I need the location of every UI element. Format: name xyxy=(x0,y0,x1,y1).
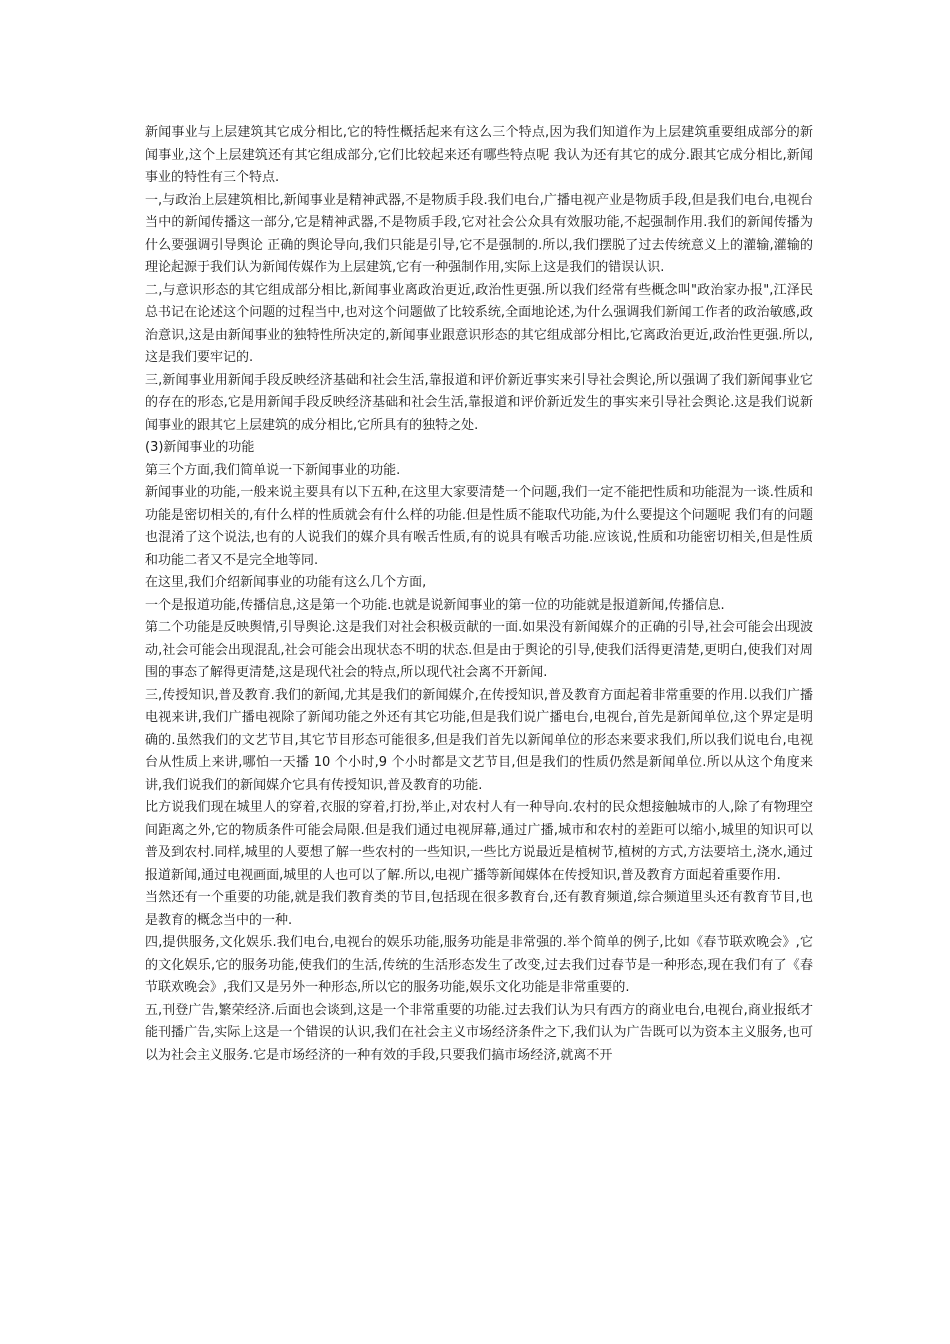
paragraph-function-two: 第二个功能是反映舆情,引导舆论.这是我们对社会积极贡献的一面.如果没有新闻媒介的正确的引导,社会可能会出现波动,社会可能会出现混乱,社会可能会出现状态不明的状态.但是由于舆论的引导,使我们活得更清楚,更明白,使我们对周围的事态了解得更清楚,这是现代社会的特点,所以现代社会离不开新闻. xyxy=(145,620,813,680)
paragraph-functions-overview: 新闻事业的功能,一般来说主要具有以下五种,在这里大家要清楚一个问题,我们一定不能把性质和功能混为一谈.性质和功能是密切相关的,有什么样的性质就会有什么样的功能.但是性质不能取代功能,为什么要提这个问题呢 我们有的问题也混淆了这个说法,也有的人说我们的媒介具有喉舌性质,有的说具有喉舌功能.应该说,性质和功能密切相关,但是性质和功能二者又不是完全地等同. xyxy=(145,485,813,568)
paragraph-function-four: 四,提供服务,文化娱乐.我们电台,电视台的娱乐功能,服务功能是非常强的.举个简单的例子,比如《春节联欢晚会》,它的文化娱乐,它的服务功能,使我们的生活,传统的生活形态发生了改变,过去我们过春节是一种形态,现在我们有了《春节联欢晚会》,我们又是另外一种形态,所以它的服务功能,娱乐文化功能是非常重要的. xyxy=(145,935,813,995)
paragraph-function-three: 三,传授知识,普及教育.我们的新闻,尤其是我们的新闻媒介,在传授知识,普及教育方面起着非常重要的作用.以我们广播电视来讲,我们广播电视除了新闻功能之外还有其它功能,但是我们说广播电台,电视台,首先是新闻单位,这个界定是明确的.虽然我们的文艺节目,其它节目形态可能很多,但是我们首先以新闻单位的形态来要求我们,所以我们说电台,电视台从性质上来讲,哪怕一天播 10 个小时,9 个小时都是文艺节目,但是我们的性质仍然是新闻单位.所以从这个角度来讲,我们说我们的新闻媒介它具有传授知识,普及教育的功能. xyxy=(145,687,813,793)
section-heading-functions: (3)新闻事业的功能 xyxy=(145,440,255,455)
paragraph-function-three-education: 当然还有一个重要的功能,就是我们教育类的节目,包括现在很多教育台,还有教育频道,综合频道里头还有教育节目,也是教育的概念当中的一种. xyxy=(145,890,813,928)
paragraph-point-three: 三,新闻事业用新闻手段反映经济基础和社会生活,靠报道和评价新近事实来引导社会舆论,所以强调了我们新闻事业它的存在的形态,它是用新闻手段反映经济基础和社会生活,靠报道和评价新近发生的事实来引导社会舆论.这是我们说新闻事业的跟其它上层建筑的成分相比,它所具有的独特之处. xyxy=(145,372,813,433)
paragraph-point-one: 一,与政治上层建筑相比,新闻事业是精神武器,不是物质手段.我们电台,广播电视产业是物质手段,但是我们电台,电视台当中的新闻传播这一部分,它是精神武器,不是物质手段,它对社会公众具有效服功能,不起强制作用.我们的新闻传播为什么要强调引导舆论 正确的舆论导向,我们只能是引导,它不是强制的.所以,我们摆脱了过去传统意义上的灌输,灌输的理论起源于我们认为新闻传媒作为上层建筑,它有一种强制作用,实际上这是我们的错误认识. xyxy=(145,192,813,275)
paragraph-function-three-example: 比方说我们现在城里人的穿着,衣服的穿着,打扮,举止,对农村人有一种导向.农村的民众想接触城市的人,除了有物理空间距离之外,它的物质条件可能会局限.但是我们通过电视屏幕,通过广播,城市和农村的差距可以缩小,城里的知识可以普及到农村.同样,城里的人要想了解一些农村的一些知识,一些比方说最近是植树节,植树的方式,方法要培土,浇水,通过报道新闻,通过电视画面,城里的人也可以了解.所以,电视广播等新闻媒体在传授知识,普及教育方面起着重要作用. xyxy=(145,800,813,883)
paragraph-point-two: 二,与意识形态的其它组成部分相比,新闻事业离政治更近,政治性更强.所以我们经常有些概念叫"政治家办报",江泽民总书记在论述这个问题的过程当中,也对这个问题做了比较系统,全面地论述,为什么强调我们新闻工作者的政治敏感,政治意识,这是由新闻事业的独特性所决定的,新闻事业跟意识形态的其它组成部分相比,它离政治更近,政治性更强.所以,这是我们要牢记的. xyxy=(145,282,813,365)
paragraph-functions-intro: 第三个方面,我们简单说一下新闻事业的功能. xyxy=(145,462,401,478)
paragraph-functions-list-intro: 在这里,我们介绍新闻事业的功能有这么几个方面, xyxy=(145,575,427,590)
paragraph-function-one: 一个是报道功能,传播信息,这是第一个功能.也就是说新闻事业的第一位的功能就是报道新闻,传播信息. xyxy=(145,597,725,613)
document-page xyxy=(145,122,813,1067)
paragraph-function-five: 五,刊登广告,繁荣经济.后面也会谈到,这是一个非常重要的功能.过去我们认为只有西方的商业电台,电视台,商业报纸才能刊播广告,实际上这是一个错误的认识,我们在社会主义市场经济条件之下,我们认为广告既可以为资本主义服务,也可以为社会主义服务.它是市场经济的一种有效的手段,只要我们搞市场经济,就离不开 xyxy=(145,1002,813,1063)
paragraph-intro: 新闻事业与上层建筑其它成分相比,它的特性概括起来有这么三个特点,因为我们知道作为上层建筑重要组成部分的新闻事业,这个上层建筑还有其它组成部分,它们比较起来还有哪些特点呢 我认为还有其它的成分.跟其它成分相比,新闻事业的特性有三个特点. xyxy=(145,125,813,185)
